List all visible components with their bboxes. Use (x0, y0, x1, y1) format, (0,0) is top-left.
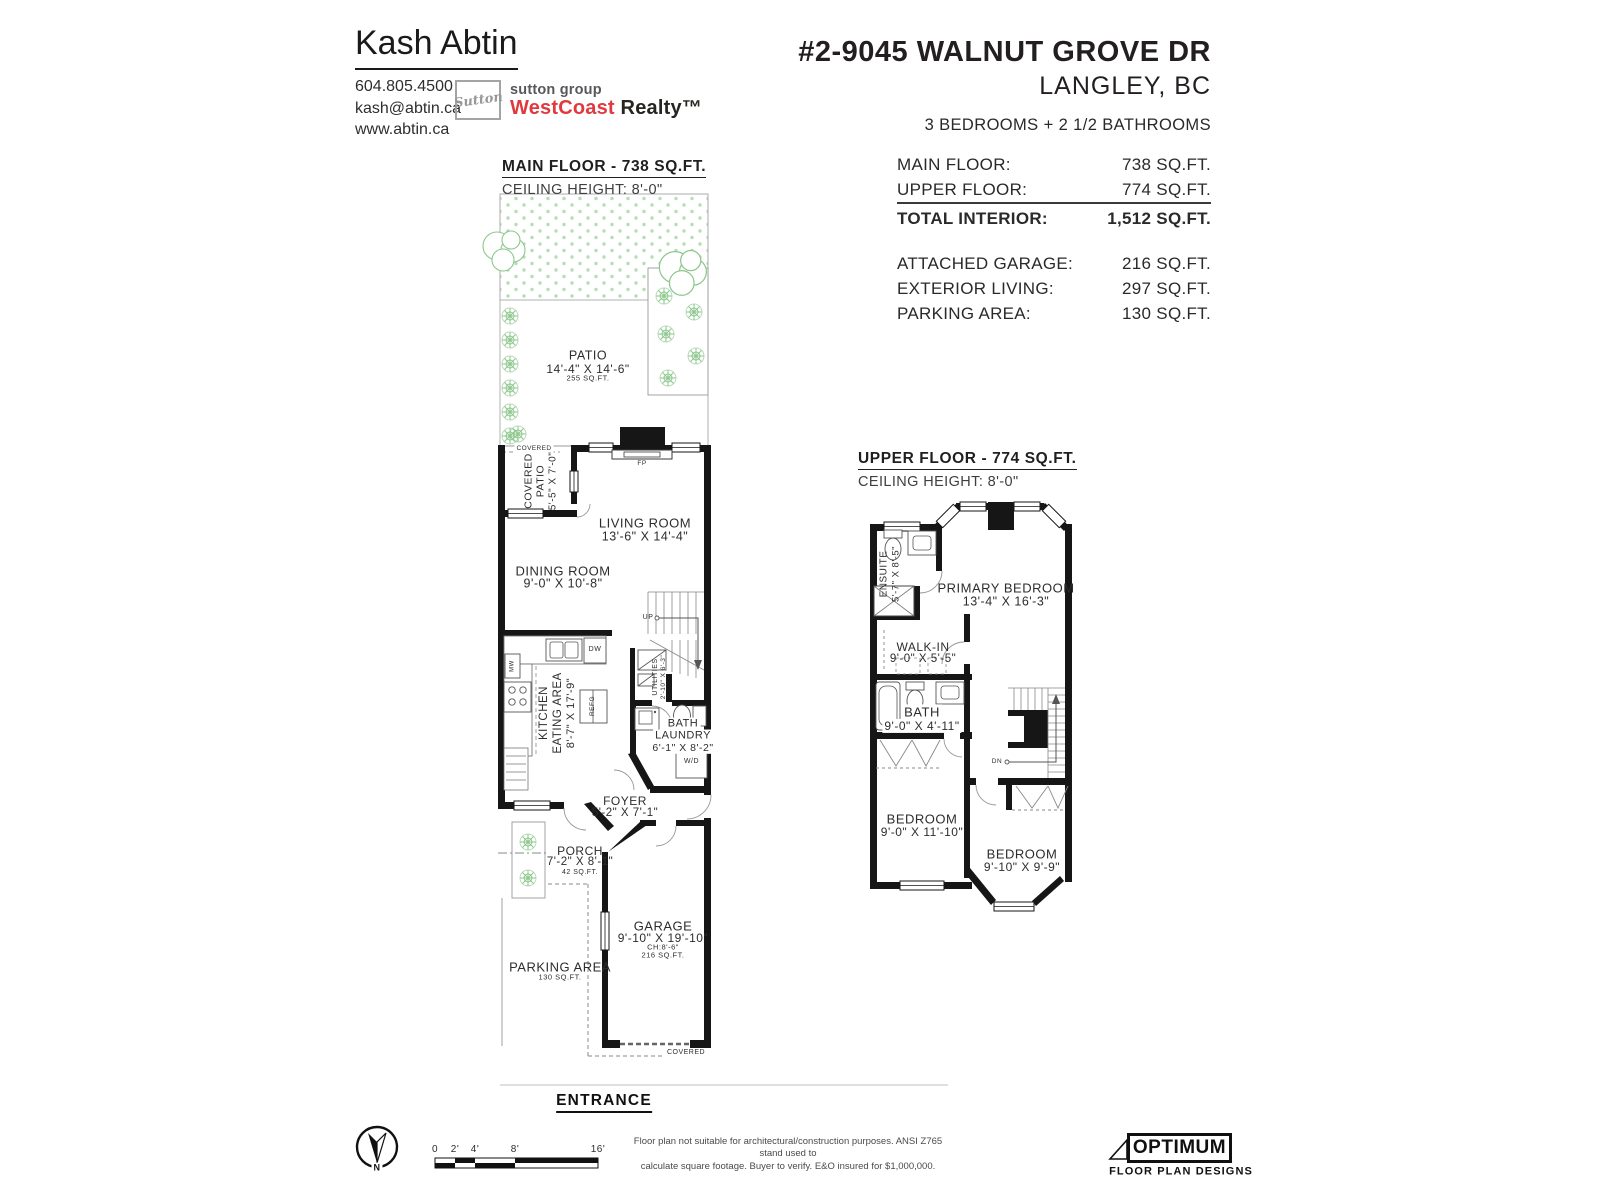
area-value: 774 SQ.FT. (1122, 179, 1211, 199)
primary-bedroom-dims: 13'-4" X 16'-3" (962, 594, 1050, 609)
disclaimer (628, 1136, 948, 1173)
area-label: PARKING AREA: (897, 304, 1031, 323)
area-table (897, 152, 1211, 327)
parking-label: PARKING AREA (509, 959, 611, 975)
garage-dims: 9'-10" X 19'-10" (617, 930, 709, 945)
walkin-dims: 9'-0" X 5'-5" (889, 653, 957, 666)
entrance-text: ENTRANCE (556, 1092, 652, 1113)
covered-entry-label: COVERED (666, 1048, 706, 1056)
entrance-label (556, 1092, 652, 1110)
scale-tick-2: 2' (450, 1144, 460, 1156)
patio-dims: 14'-4" X 14'-6" (546, 361, 630, 376)
porch-label: PORCH (557, 843, 603, 858)
washer-dryer-label: W/D (683, 757, 700, 765)
main-floor-heading (502, 158, 706, 198)
utilities-label (652, 655, 668, 699)
area-value: 297 SQ.FT. (1122, 279, 1211, 298)
porch-area: 42 SQ.FT. (561, 868, 599, 876)
area-label: ATTACHED GARAGE: (897, 254, 1074, 273)
upper-floor-title: UPPER FLOOR - 774 SQ.FT. (858, 450, 1077, 470)
area-label: MAIN FLOOR: (897, 154, 1011, 174)
covered-patio-label (523, 452, 560, 511)
dishwasher-label: DW (588, 645, 602, 653)
bedroom-left-label: BEDROOM (886, 811, 958, 827)
area-label: EXTERIOR LIVING: (897, 279, 1054, 298)
porch-dims: 7'-2" X 8'-1" (546, 856, 614, 869)
walkin-label: WALK-IN (896, 639, 950, 654)
bedroom-right-label: BEDROOM (986, 846, 1058, 862)
property-header (798, 36, 1211, 135)
living-room-label: LIVING ROOM (598, 515, 692, 531)
area-label: UPPER FLOOR: (897, 179, 1028, 199)
upper-bath-label: BATH (904, 704, 940, 720)
area-row-garage (897, 252, 1211, 277)
area-row-total (897, 204, 1211, 232)
bath-laundry-dims: 6'-1" X 8'-2" (652, 741, 714, 754)
kitchen-dims: 8'-7" X 17'-9" (565, 677, 578, 749)
brokerage-brand: WestCoast (510, 97, 615, 119)
brokerage-name (510, 82, 702, 120)
area-row-parking (897, 302, 1211, 327)
agent-phone: 604.805.4500 (355, 78, 453, 95)
kitchen-label (538, 672, 578, 753)
covered-edge-label: COVERED (516, 445, 552, 453)
covered-patio-dims: 5'-5" X 7'-0" (547, 451, 559, 511)
stairs-dn-label: DN (991, 758, 1003, 766)
upper-floor-ceiling: CEILING HEIGHT: 8'-0" (858, 474, 1019, 490)
covered-patio-line2: PATIO (535, 464, 548, 498)
kitchen-line1: KITCHEN (537, 686, 550, 740)
foyer-dims: 5'-2" X 7'-1" (591, 807, 659, 820)
disclaimer-line2: calculate square footage. Buyer to verify. E&O insured for $1,000,000. (640, 1160, 936, 1172)
area-row-main (897, 152, 1211, 177)
patio-label: PATIO (568, 348, 608, 363)
upper-bath-dims: 9'-0" X 4'-11" (884, 718, 960, 733)
area-value: 130 SQ.FT. (1122, 304, 1211, 323)
area-value: 738 SQ.FT. (1122, 154, 1211, 174)
dining-room-dims: 9'-0" X 10'-8" (523, 576, 603, 591)
area-row-upper (897, 177, 1211, 204)
ensuite-label (879, 546, 902, 602)
utilities-name: UTILITIES (652, 658, 660, 696)
bath-laundry-label2: LAUNDRY (655, 729, 711, 742)
stairs-up-label: UP (642, 613, 654, 621)
fridge-label: REFG (589, 695, 597, 717)
main-floor-title: MAIN FLOOR - 738 SQ.FT. (502, 158, 706, 178)
brokerage-brand2: Realty™ (614, 97, 702, 119)
brokerage-group: sutton group (510, 82, 602, 98)
area-row-exterior (897, 277, 1211, 302)
ensuite-dims: 5'-7" X 8'-5" (890, 546, 902, 602)
scale-tick-4: 4' (470, 1144, 480, 1156)
garage-label: GARAGE (633, 918, 693, 934)
agent-name: Kash Abtin (355, 24, 518, 70)
scale-tick-8: 8' (510, 1144, 520, 1156)
foyer-label: FOYER (603, 793, 647, 808)
optimum-logo (1127, 1133, 1232, 1163)
scale-tick-16: 16' (590, 1144, 606, 1156)
living-room-dims: 13'-6" X 14'-4" (601, 529, 689, 544)
garage-ch: CH:8'-6" (647, 942, 679, 952)
optimum-tagline: FLOOR PLAN DESIGNS (1109, 1165, 1253, 1178)
property-city: LANGLEY, BC (1039, 72, 1211, 100)
agent-email: kash@abtin.ca (355, 99, 462, 117)
upper-floor-heading (858, 450, 1077, 490)
compass-north-label: N (373, 1162, 381, 1173)
sutton-box-icon (452, 80, 504, 120)
fireplace-label: FP (637, 460, 647, 468)
bath-laundry-label1: BATH (667, 717, 699, 730)
area-label: TOTAL INTERIOR: (897, 209, 1048, 228)
main-floor-ceiling: CEILING HEIGHT: 8'-0" (502, 182, 663, 198)
sutton-script-text: Sutton (452, 89, 504, 111)
ensuite-name: ENSUITE (878, 550, 890, 598)
optimum-wordmark: OPTIMUM (1132, 1137, 1227, 1158)
microwave-label: MW (508, 660, 515, 672)
dining-room-label: DINING ROOM (515, 563, 611, 579)
property-summary: 3 BEDROOMS + 2 1/2 BATHROOMS (924, 116, 1211, 134)
brokerage-logo (452, 80, 504, 120)
garage-area: 216 SQ.FT. (641, 950, 685, 960)
scale-tick-0: 0 (431, 1144, 439, 1156)
area-value: 216 SQ.FT. (1122, 254, 1211, 273)
utilities-dims: 2'-10" X 6'-3" (660, 654, 668, 700)
covered-patio-line1: COVERED (522, 453, 535, 509)
kitchen-line2: EATING AREA (551, 672, 564, 754)
property-title: #2-9045 WALNUT GROVE DR (798, 36, 1211, 68)
disclaimer-line1: Floor plan not suitable for architectural/construction purposes. ANSI Z765 stand used to (633, 1136, 943, 1160)
agent-website: www.abtin.ca (355, 121, 450, 139)
primary-bedroom-label: PRIMARY BEDROOM (937, 580, 1075, 596)
patio-area: 255 SQ.FT. (566, 373, 610, 383)
parking-area: 130 SQ.FT. (538, 972, 582, 982)
bedroom-left-dims: 9'-0" X 11'-10" (880, 824, 964, 839)
area-value: 1,512 SQ.FT. (1107, 209, 1211, 228)
bedroom-right-dims: 9'-10" X 9'-9" (983, 859, 1061, 874)
